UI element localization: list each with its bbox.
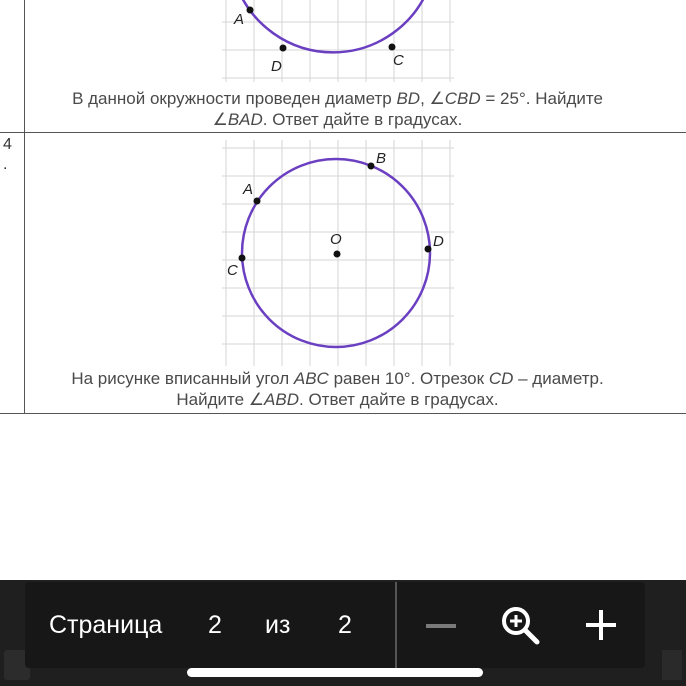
task3-text-p5: . Ответ дайте в градусах.: [262, 110, 463, 129]
task4-text-v1: ABC: [293, 369, 329, 388]
task3-circle: [236, 0, 430, 52]
task4-figure: [222, 140, 454, 366]
task3-label-c: C: [393, 52, 404, 69]
task3-text-p2: , ∠: [420, 89, 445, 108]
task3-text-v2: CBD: [444, 89, 481, 108]
current-page[interactable]: 2: [208, 611, 222, 639]
plus-icon: [580, 604, 622, 646]
zoom-in-icon: [498, 603, 542, 647]
side-panel-edge: [662, 650, 682, 680]
task4-text-p2: равен 10°. Отрезок: [328, 369, 489, 388]
task4-label-o: O: [330, 231, 342, 248]
zoom-out-button[interactable]: [420, 606, 462, 646]
task3-grid: [222, 0, 454, 82]
task3-text-v3: BAD: [227, 110, 263, 129]
table-column-divider: [24, 0, 25, 414]
task4-label-a: A: [243, 181, 254, 198]
zoom-button[interactable]: [498, 603, 542, 647]
task4-text-v2: CD: [488, 369, 514, 388]
task4-text-p5: . Ответ дайте в градусах.: [299, 390, 499, 409]
task3-point-a: [247, 7, 254, 14]
task3-point-c: [389, 44, 396, 51]
task3-label-d: D: [271, 58, 282, 75]
task3-text: [25, 88, 650, 130]
task4-label-d: D: [433, 233, 444, 250]
task4-text-v3: ABD: [264, 390, 299, 409]
task3-text-p4: ∠: [212, 110, 228, 129]
task4-number-dot: .: [3, 156, 8, 173]
page-label: Страница: [49, 611, 163, 639]
task4-point-o: [334, 251, 341, 258]
table-row-divider: [0, 132, 686, 133]
task3-text-p1: В данной окружности проведен диаметр: [72, 89, 397, 108]
home-indicator[interactable]: [187, 668, 483, 677]
task3-figure: [222, 0, 454, 82]
task4-label-b: B: [376, 150, 387, 167]
task4-point-c: [239, 255, 246, 262]
task4-text-p1: На рисунке вписанный угол: [71, 369, 294, 388]
minus-icon: [420, 606, 462, 646]
task4-text-p4: Найдите ∠: [176, 390, 265, 409]
task3-text-v1: BD: [396, 89, 421, 108]
toolbar-divider: [395, 582, 397, 668]
of-label: из: [265, 611, 291, 639]
table-bottom-border: [0, 413, 686, 414]
zoom-in-button[interactable]: [580, 604, 622, 646]
task4-point-a: [254, 198, 261, 205]
task4-point-d: [425, 246, 432, 253]
total-pages: 2: [338, 611, 352, 639]
task4-label-c: C: [227, 262, 238, 279]
task4-text: [25, 368, 650, 410]
task3-point-d: [280, 45, 287, 52]
task3-label-a: A: [234, 11, 245, 28]
task4-text-p3: – диаметр.: [513, 369, 604, 388]
task4-point-b: [368, 163, 375, 170]
task4-number: 4: [3, 136, 12, 153]
task3-text-p3: = 25°. Найдите: [480, 89, 603, 108]
